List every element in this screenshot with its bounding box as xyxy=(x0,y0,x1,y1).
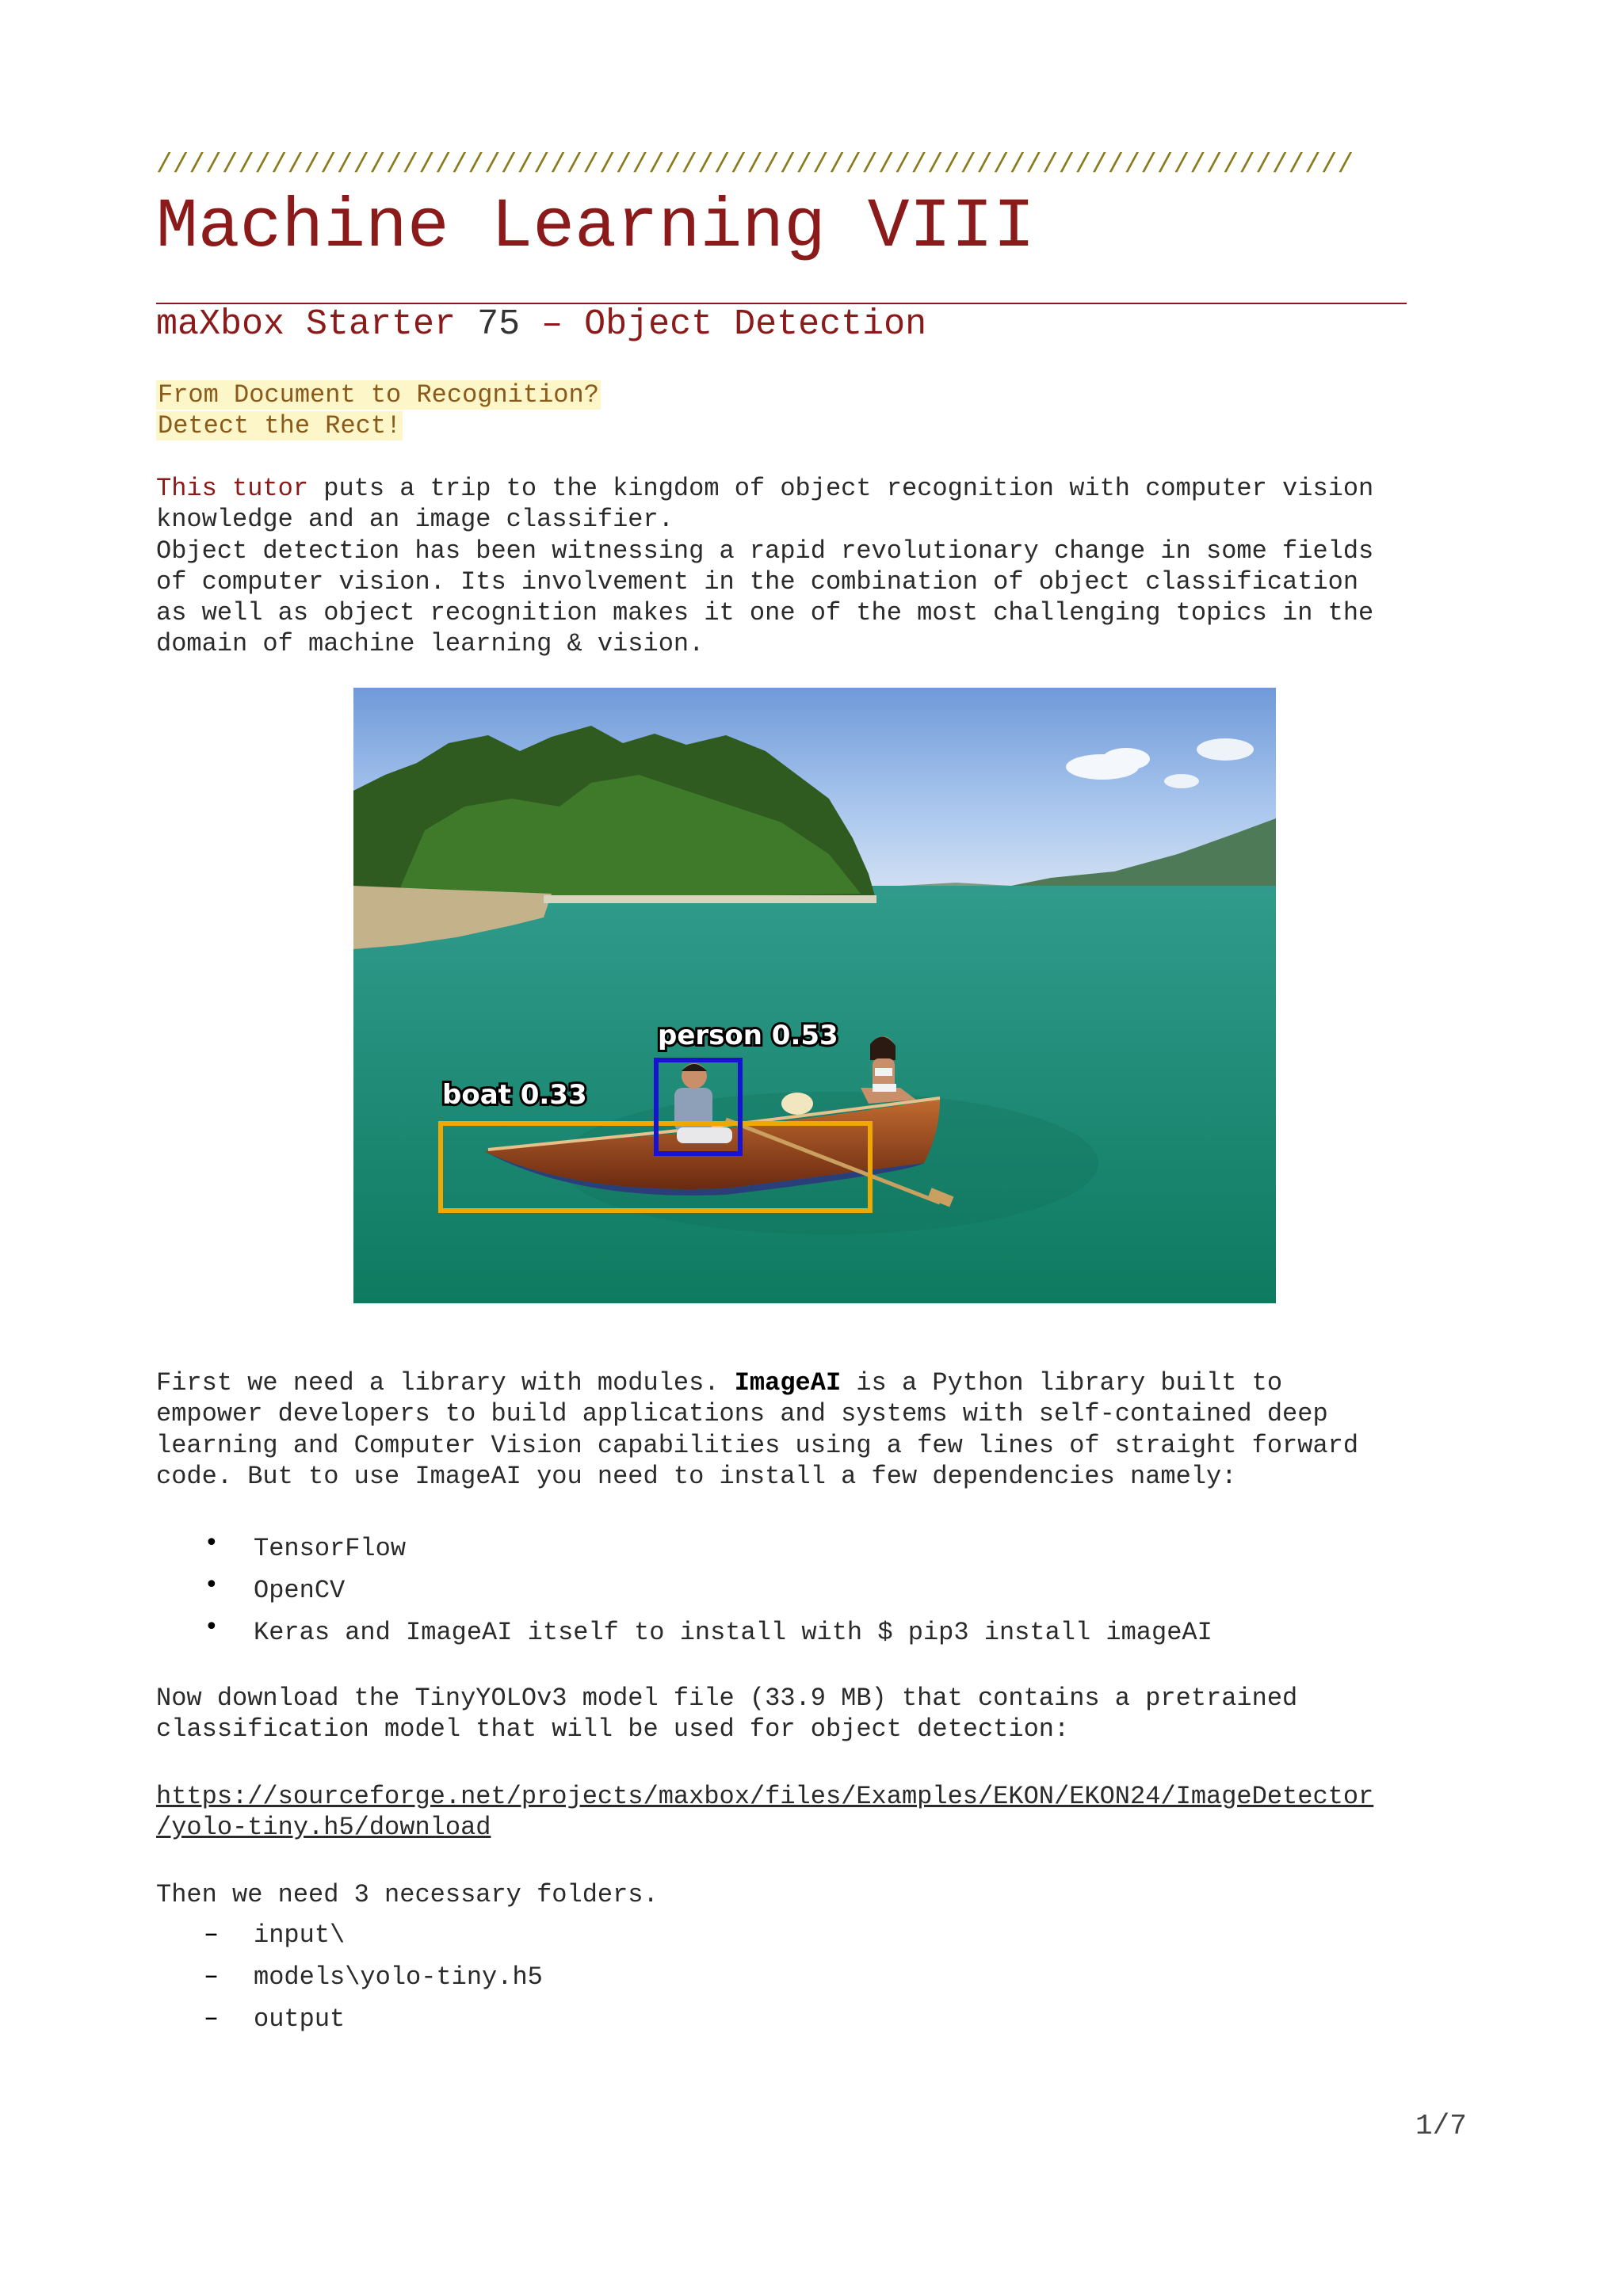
intro-paragraph xyxy=(156,473,1487,660)
intro-line-1 xyxy=(156,473,1487,504)
intro-line-1-rest: puts a trip to the kingdom of object recognition with computer vision xyxy=(308,474,1374,503)
lake-boat-photo xyxy=(353,688,1276,1303)
library-line-4: code. But to use ImageAI you need to install a few dependencies namely: xyxy=(156,1461,1237,1491)
person-detection-label: person 0.53 xyxy=(658,1020,838,1051)
intro-line-4: of computer vision. Its involvement in the combination of object classification xyxy=(156,566,1359,597)
library-line-1-post: is a Python library built to xyxy=(841,1368,1283,1398)
library-line-1 xyxy=(156,1367,1487,1398)
folder-text: output xyxy=(254,2004,346,2034)
download-url-line-1[interactable]: https://sourceforge.net/projects/maxbox/files/Examples/EKON/EKON24/ImageDetector xyxy=(156,1782,1374,1811)
download-url-line-2[interactable]: /yolo-tiny.h5/download xyxy=(156,1813,491,1843)
library-paragraph xyxy=(156,1367,1487,1492)
intro-line-5: as well as object recognition makes it one of the most challenging topics in the xyxy=(156,598,1374,628)
subtitle-prefix: maXbox Starter xyxy=(156,304,478,345)
subtitle-number: 75 xyxy=(477,304,521,345)
dependency-text: TensorFlow xyxy=(254,1534,407,1563)
folder-text: input\ xyxy=(254,1920,346,1950)
folders-intro: Then we need 3 necessary folders. xyxy=(156,1880,659,1909)
header-slash-line: ///////////////////////////////////////////////////////////////////////// xyxy=(156,151,1354,181)
download-line-1: Now download the TinyYOLOv3 model file (33.9 MB) that contains a pretrained xyxy=(156,1684,1298,1713)
dash-icon: – xyxy=(204,1917,218,1949)
intro-line-2: knowledge and an image classifier. xyxy=(156,505,674,535)
page-number: 1/7 xyxy=(1415,2110,1467,2142)
highlight-text-2: Detect the Rect! xyxy=(158,411,402,441)
page-subtitle xyxy=(156,304,926,345)
model-download-link[interactable] xyxy=(156,1781,1487,1844)
intro-lead: This tutor xyxy=(156,474,309,503)
subtitle-suffix: – Object Detection xyxy=(520,304,927,345)
boat-detection-label: boat 0.33 xyxy=(442,1079,587,1111)
library-line-1-pre: First we need a library with modules. xyxy=(156,1368,735,1398)
intro-line-3: Object detection has been witnessing a rapid revolutionary change in some fields xyxy=(156,536,1374,566)
dash-icon: – xyxy=(204,2001,218,2033)
bullet-icon: • xyxy=(204,1529,219,1557)
shoreline xyxy=(544,895,876,903)
hat xyxy=(781,1093,813,1115)
bullet-icon: • xyxy=(204,1613,219,1641)
folder-text: models\yolo-tiny.h5 xyxy=(254,1962,543,1992)
download-paragraph xyxy=(156,1683,1487,1745)
library-line-3: learning and Computer Vision capabilities using a few lines of straight forward xyxy=(156,1430,1359,1460)
library-line-2: empower developers to build applications and systems with self-contained deep xyxy=(156,1399,1328,1429)
intro-line-6: domain of machine learning & vision. xyxy=(156,629,705,659)
page-title: Machine Learning VIII xyxy=(156,189,1035,267)
highlight-line-1 xyxy=(156,380,601,410)
highlight-text-1: From Document to Recognition? xyxy=(158,380,599,410)
object-detection-figure xyxy=(353,688,1276,1303)
dash-icon: – xyxy=(204,1959,218,1991)
download-line-2: classification model that will be used for object detection: xyxy=(156,1714,1070,1745)
highlight-line-2 xyxy=(156,411,403,441)
bullet-icon: • xyxy=(204,1571,219,1599)
imageai-name: ImageAI xyxy=(734,1368,842,1398)
dependency-text: Keras and ImageAI itself to install with $ pip3 install imageAI xyxy=(254,1618,1212,1647)
dependency-text: OpenCV xyxy=(254,1576,346,1605)
